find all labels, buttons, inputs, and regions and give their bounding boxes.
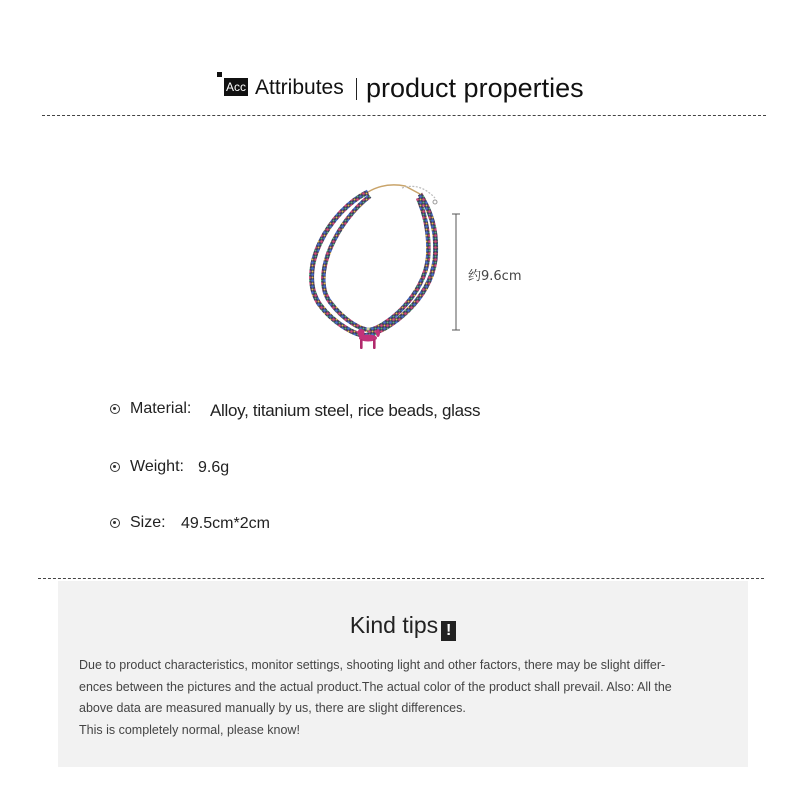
- attribute-value: 9.6g: [198, 459, 230, 476]
- bullet-icon: [110, 462, 120, 472]
- tips-title: Kind tips: [349, 612, 439, 638]
- tips-heading: [58, 611, 748, 641]
- section-header: [0, 68, 800, 108]
- header-badge: Acc: [226, 80, 247, 94]
- exclamation-icon: !: [441, 621, 456, 641]
- page-title: product properties: [366, 73, 584, 103]
- top-dashed-divider: [42, 115, 766, 116]
- dimension-label: 约9.6cm: [468, 269, 522, 284]
- attribute-label: Weight:: [130, 458, 184, 475]
- bottom-dashed-divider: [38, 578, 764, 579]
- tips-text: [79, 655, 739, 741]
- attribute-value: Alloy, titanium steel, rice beads, glass: [210, 401, 481, 420]
- tips-line: ences between the pictures and the actual product.The actual color of the product shall prevail. Also: All the: [79, 679, 672, 694]
- attribute-label: Material:: [130, 400, 192, 417]
- tips-line: above data are measured manually by us, there are slight differences.: [79, 701, 466, 715]
- attribute-value: 49.5cm*2cm: [181, 515, 270, 532]
- kind-tips-panel: [58, 581, 748, 767]
- header-divider: [356, 78, 357, 100]
- tips-line: This is completely normal, please know!: [79, 722, 300, 737]
- tips-line: Due to product characteristics, monitor settings, shooting light and other factors, there may be slight differ-: [79, 658, 666, 672]
- header-dot: [217, 72, 222, 77]
- bullet-icon: [110, 404, 120, 414]
- attribute-label: Size:: [130, 514, 166, 531]
- header-attributes-label: Attributes: [255, 76, 344, 99]
- bullet-icon: [110, 518, 120, 528]
